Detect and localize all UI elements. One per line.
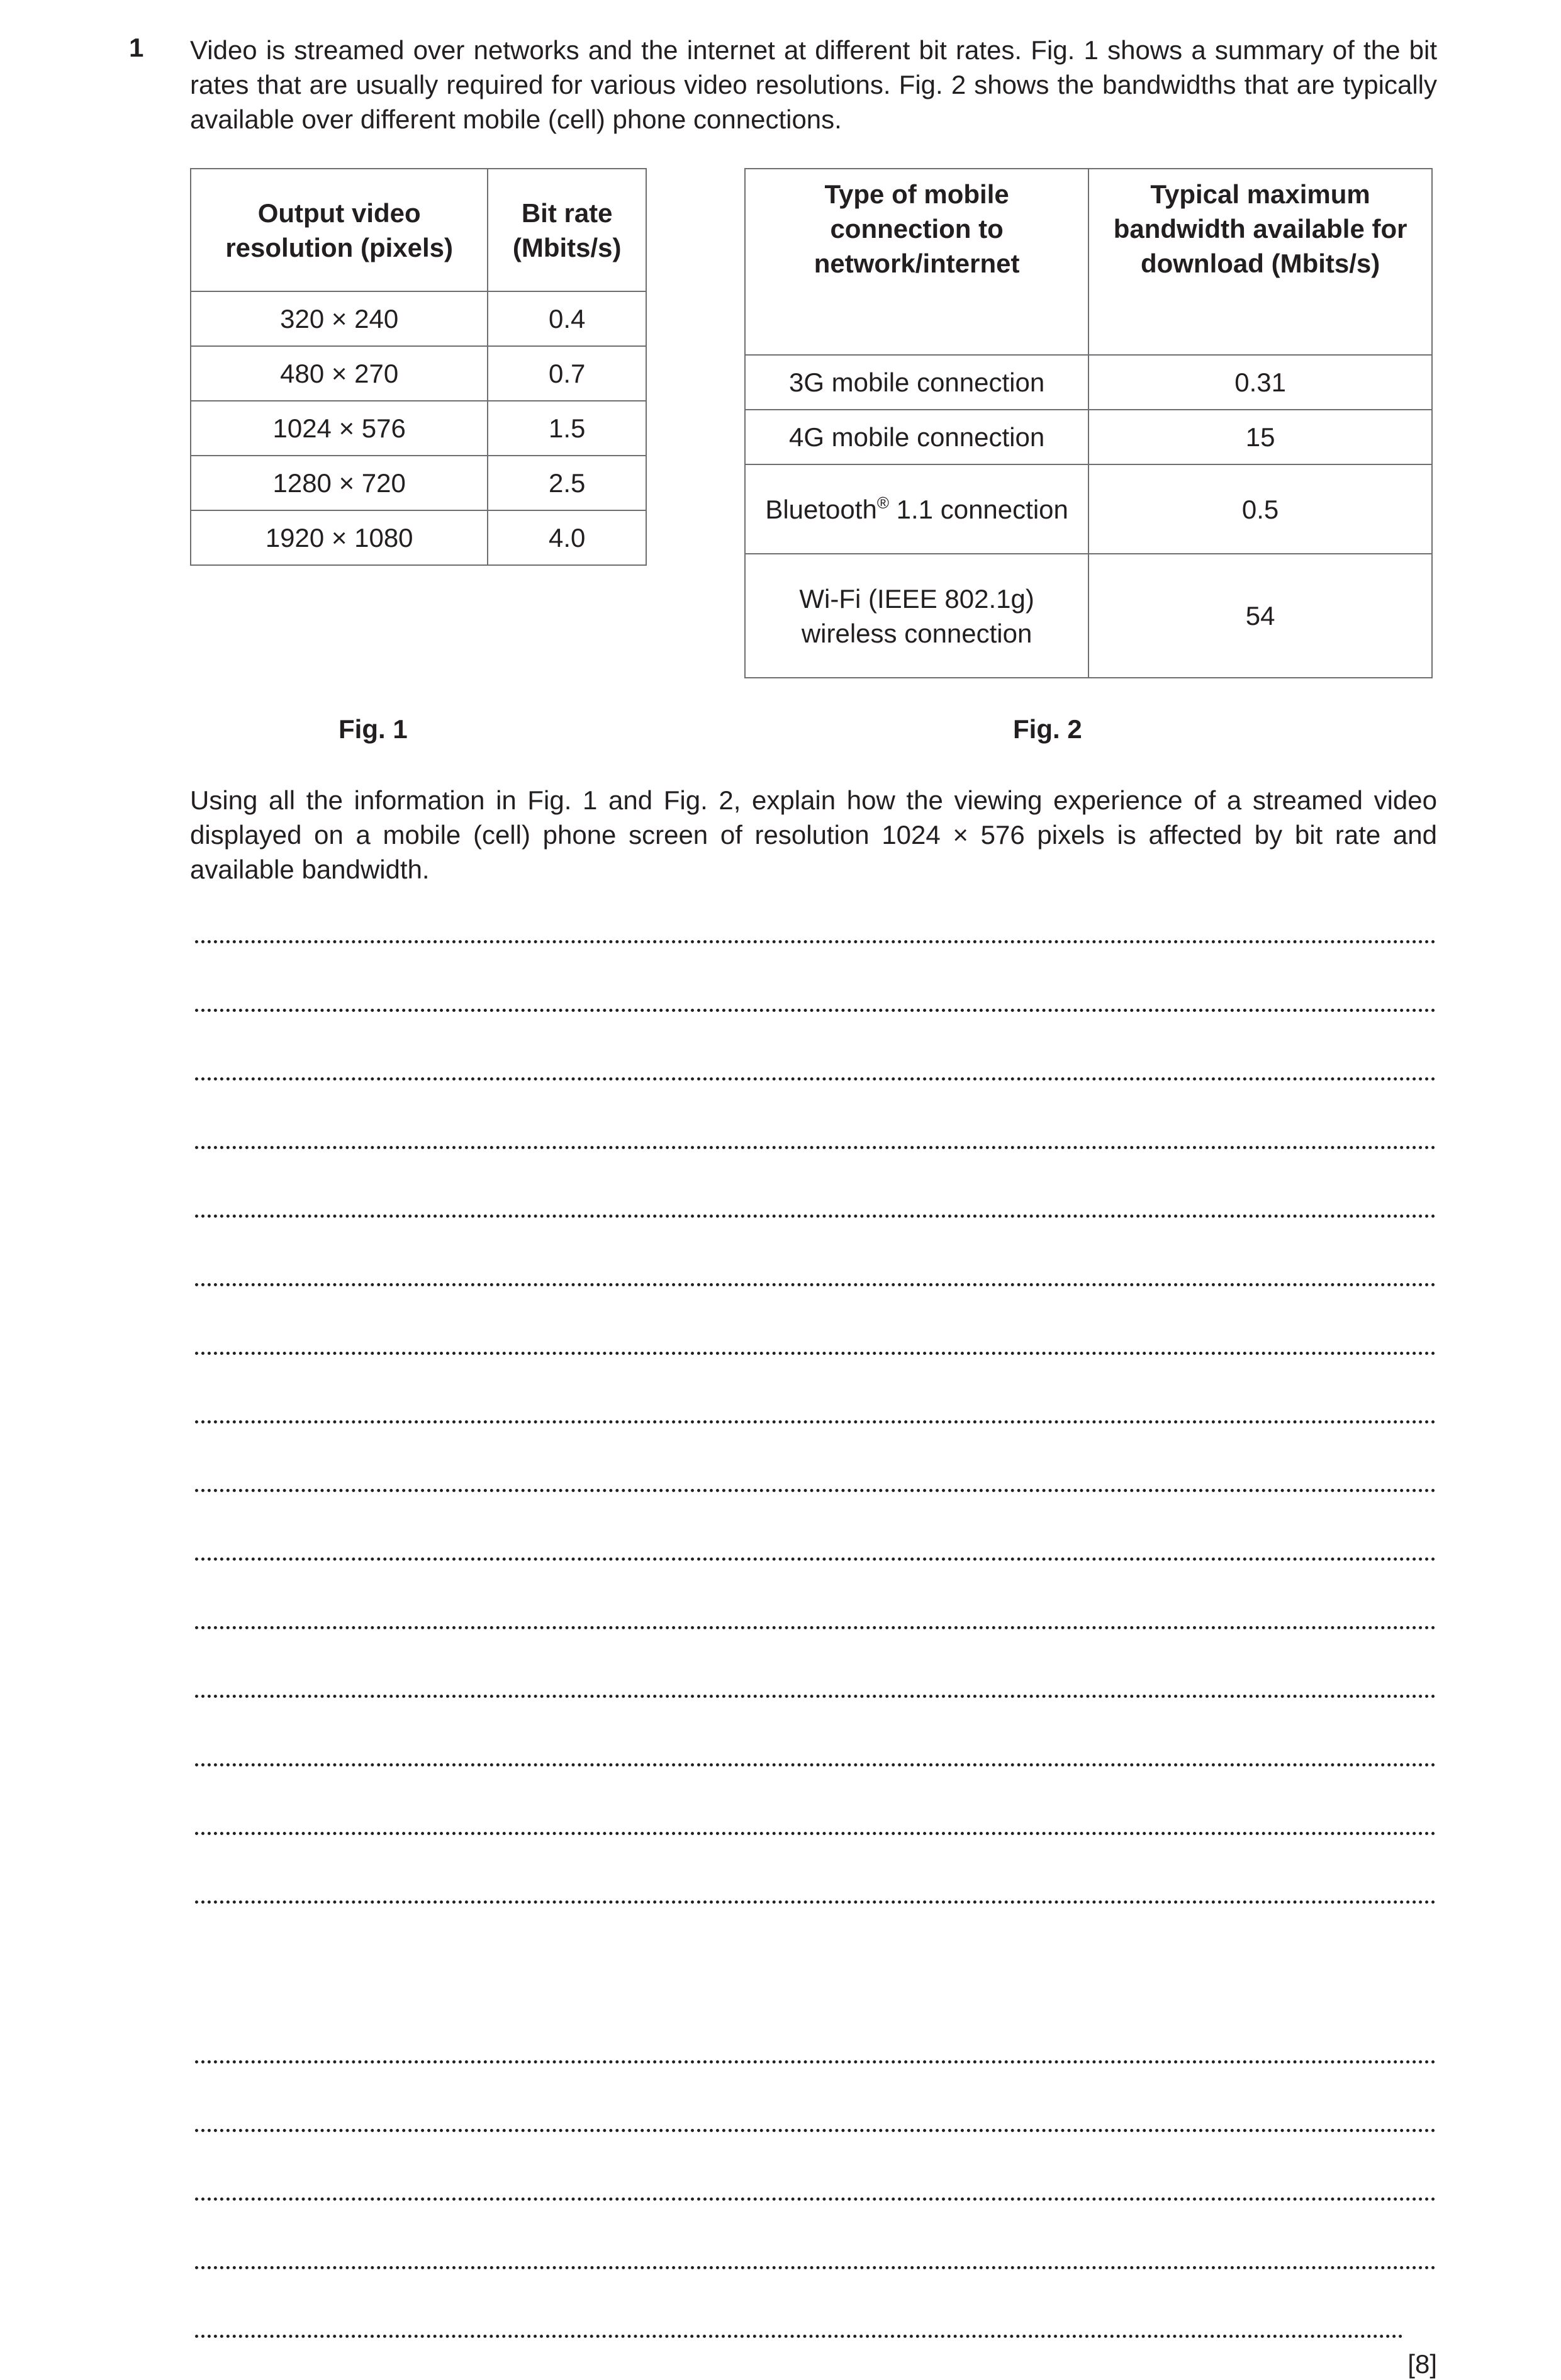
answer-line[interactable]	[195, 1558, 1436, 1561]
fig1-cell-bitrate: 0.7	[488, 346, 646, 401]
table-header-row	[191, 169, 646, 291]
fig1-table	[190, 168, 647, 566]
fig2-header-connection: Type of mobile connection to network/internet	[745, 169, 1088, 355]
answer-line[interactable]	[195, 1146, 1436, 1149]
table-row	[191, 401, 646, 456]
fig1-cell-bitrate: 1.5	[488, 401, 646, 456]
marks-allocation: [8]	[1405, 2349, 1437, 2380]
answer-line[interactable]	[195, 1077, 1436, 1081]
fig1-caption: Fig. 1	[338, 714, 408, 744]
fig1-header-bitrate: Bit rate (Mbits/s)	[488, 169, 646, 291]
table-header-row	[745, 169, 1432, 355]
fig2-caption: Fig. 2	[1013, 714, 1082, 744]
fig2-table	[744, 168, 1433, 678]
answer-line[interactable]	[195, 940, 1436, 943]
table-row	[191, 291, 646, 346]
answer-line[interactable]	[195, 1489, 1436, 1492]
answer-line[interactable]	[195, 2198, 1436, 2201]
question-prompt: Using all the information in Fig. 1 and Fig. 2, explain how the viewing experience of a streamed video displayed on a mobile (cell) phone screen of resolution 1024 × 576 pixels is affected by bit rate and available bandwidth.	[190, 785, 1437, 884]
fig1-cell-bitrate: 0.4	[488, 291, 646, 346]
table-row	[745, 554, 1432, 678]
question-number: 1	[129, 33, 144, 62]
fig1-cell-resolution: 320 × 240	[191, 291, 488, 346]
fig1-header-resolution: Output video resolution (pixels)	[191, 169, 488, 291]
answer-line[interactable]	[195, 2335, 1403, 2338]
bluetooth-name: Bluetooth	[765, 494, 877, 524]
table-row	[191, 510, 646, 565]
fig2-cell-connection: 3G mobile connection	[745, 355, 1088, 410]
fig1-cell-resolution: 480 × 270	[191, 346, 488, 401]
table-row	[745, 464, 1432, 554]
answer-line[interactable]	[195, 1695, 1436, 1698]
fig2-cell-connection	[745, 464, 1088, 554]
fig2-cell-bandwidth: 15	[1088, 410, 1432, 464]
answer-line[interactable]	[195, 2060, 1436, 2063]
answer-line[interactable]	[195, 1352, 1436, 1355]
fig2-header-bandwidth: Typical maximum bandwidth available for download (Mbits/s)	[1088, 169, 1432, 355]
table-row	[191, 456, 646, 510]
table-row	[191, 346, 646, 401]
fig1-cell-bitrate: 2.5	[488, 456, 646, 510]
answer-line[interactable]	[195, 2266, 1436, 2269]
fig2-cell-bandwidth: 54	[1088, 554, 1432, 678]
fig1-cell-resolution: 1280 × 720	[191, 456, 488, 510]
registered-mark: ®	[876, 493, 889, 512]
fig2-cell-bandwidth: 0.5	[1088, 464, 1432, 554]
answer-line[interactable]	[195, 1009, 1436, 1012]
answer-line[interactable]	[195, 1283, 1436, 1286]
fig2-cell-connection: 4G mobile connection	[745, 410, 1088, 464]
bluetooth-suffix: 1.1 connection	[896, 494, 1068, 524]
table-row	[745, 355, 1432, 410]
answer-line[interactable]	[195, 2129, 1436, 2132]
answer-line[interactable]	[195, 1420, 1436, 1423]
fig2-cell-connection: Wi-Fi (IEEE 802.1g) wireless connection	[745, 554, 1088, 678]
answer-line[interactable]	[195, 1215, 1436, 1218]
fig2-cell-bandwidth: 0.31	[1088, 355, 1432, 410]
fig1-cell-resolution: 1024 × 576	[191, 401, 488, 456]
answer-line[interactable]	[195, 1900, 1436, 1904]
question-intro: Video is streamed over networks and the internet at different bit rates. Fig. 1 shows a summary of the bit rates that are usually required for various video resolutions. Fig. 2 shows the bandwidths that are typically available over different mobile (cell) phone connections.	[190, 35, 1437, 134]
fig1-cell-resolution: 1920 × 1080	[191, 510, 488, 565]
fig1-cell-bitrate: 4.0	[488, 510, 646, 565]
answer-line[interactable]	[195, 1763, 1436, 1766]
answer-line[interactable]	[195, 1832, 1436, 1835]
table-row	[745, 410, 1432, 464]
answer-line[interactable]	[195, 1626, 1436, 1629]
